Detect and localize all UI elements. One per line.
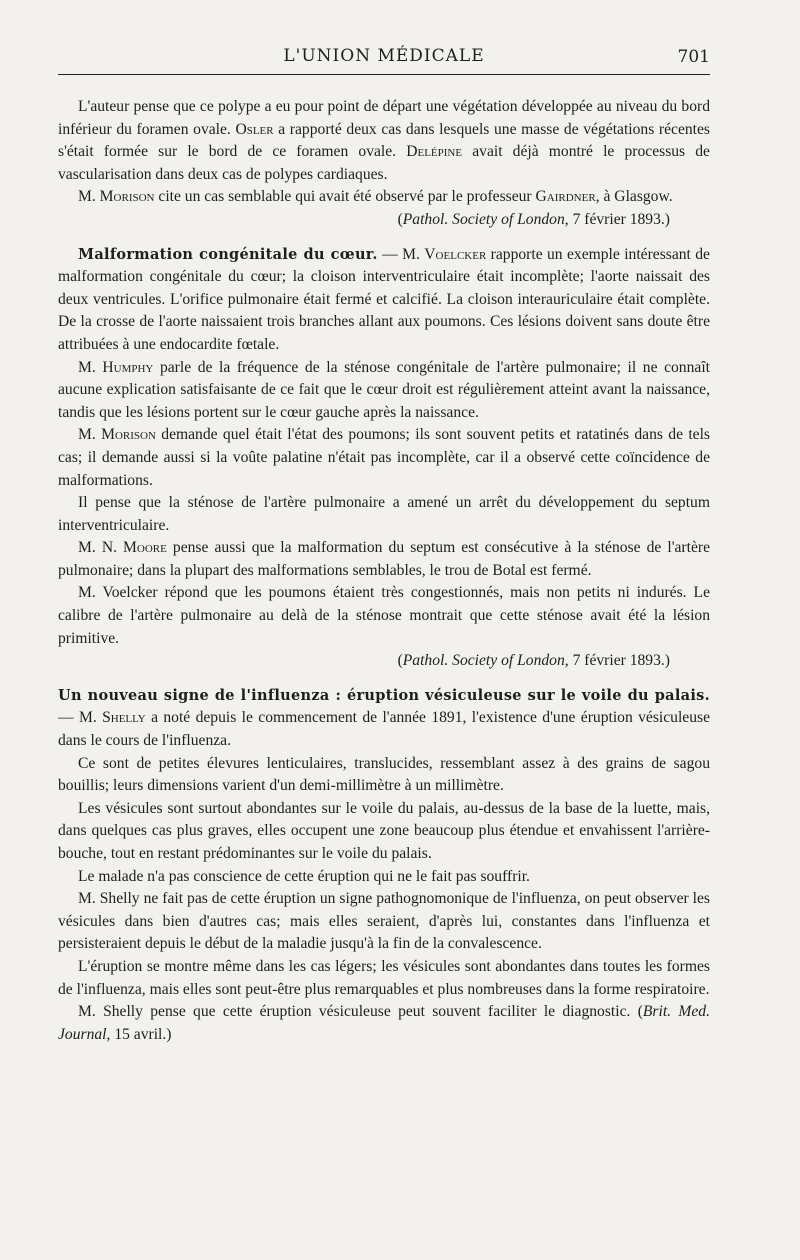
paragraph — [58, 186, 710, 209]
text-run: ( — [397, 210, 403, 228]
author-name: Osler — [235, 120, 274, 138]
section-heading: Un nouveau signe de l'influenza : éruption vésiculeuse sur le voile du palais. — [58, 686, 710, 704]
paragraph: Le malade n'a pas conscience de cette éruption qui ne le fait pas souffrir. — [78, 867, 530, 885]
citation — [58, 650, 710, 673]
header-rule — [58, 74, 710, 75]
paragraph: Il pense que la sténose de l'artère pulmonaire a amené un arrêt du développement du septum interventriculaire. — [58, 494, 710, 534]
author-name: Voelcker — [424, 245, 487, 263]
text-run: parle de la fréquence de la sténose congénitale de l'artère pulmonaire; il ne connaît aucune explication satisfaisante de ce fait que le cœur droit est régulièrement atteint avant la naissance, tandis que les lésions portent sur le cœur gauche après la naissance. — [58, 358, 710, 421]
running-title: L'UNION MÉDICALE — [283, 46, 485, 66]
text-run: ( — [637, 1003, 643, 1021]
text-run: rapporte un exemple intéressant de malformation congénitale du cœur; la cloison interventriculaire était incomplète; l'aorte naissait des deux ventricules. L'orifice pulmonaire était fermé et calcifié. La cloison interauriculaire était complète. De la crosse de l'aorte naissaient trois branches allant aux poumons. Ces lésions doivent sans doute être attribuées à une endocardite fœtale. — [58, 245, 710, 353]
paragraph: Ce sont de petites élevures lenticulaires, translucides, ressemblant assez à des grains de sagou bouillis; leurs dimensions varient d'un demi-millimètre à un millimètre. — [58, 754, 710, 795]
citation-journal: Pathol. Society of London — [402, 652, 565, 670]
paragraph — [58, 685, 710, 753]
citation-date: , 7 février 1893.) — [564, 210, 670, 228]
section-gap — [58, 232, 710, 244]
citation-date: , 15 avril.) — [106, 1025, 172, 1043]
text-run: avait déjà montré le processus de vascularisation dans deux cas de polypes cardiaques. — [58, 143, 710, 183]
author-name: Humphy — [102, 358, 154, 376]
paragraph: M. Shelly ne fait pas de cette éruption un signe pathognomonique de l'influenza, on peut observer les vésicules dans bien d'autres cas; mais elles seraient, d'après lui, constantes dans l'influenza et persisteraient depuis le début de la maladie jusqu'à la fin de la convalescence. — [58, 890, 710, 953]
page-header — [58, 0, 710, 70]
paragraph — [58, 1001, 710, 1046]
paragraph — [58, 244, 710, 357]
author-name: Moore — [123, 539, 167, 557]
text-run: — M. — [58, 709, 103, 727]
author-name: Morison — [99, 188, 155, 206]
paragraph: Les vésicules sont surtout abondantes sur le voile du palais, au-dessus de la base de la luette, mais, dans quelques cas plus graves, elles occupent une zone beaucoup plus étendue et envahissent l'arrière-bouche, tout en restant prédominantes sur le voile du palais. — [58, 799, 710, 862]
author-name: Delépine — [406, 143, 463, 161]
text-run: — M. — [377, 245, 425, 263]
page-number: 701 — [677, 47, 710, 67]
text-run: M. — [78, 426, 102, 444]
paragraph — [58, 96, 710, 186]
section-heading: Malformation congénitale du cœur. — [78, 245, 378, 263]
text-run: M. Shelly pense que cette éruption vésiculeuse peut souvent faciliter le diagnostic. — [78, 1003, 631, 1021]
citation-journal: Pathol. Society of London — [402, 210, 565, 228]
author-name: Shelly — [102, 709, 146, 727]
section-gap — [58, 673, 710, 685]
author-name: Morison — [101, 426, 156, 444]
paragraph — [58, 357, 710, 425]
paragraph — [58, 424, 710, 492]
citation-journal: Brit. Med. Journal — [58, 1003, 710, 1043]
citation — [58, 209, 710, 232]
text-run: L'auteur pense que ce polype a eu pour point de départ une végétation développée au niveau du bord inférieur du foramen ovale. — [58, 98, 710, 138]
text-run: demande quel était l'état des poumons; ils sont souvent petits et ratatinés dans de tels cas; il demande aussi si la voûte palatine n'était pas incomplète, car il a observé cette coïncidence de malformations. — [58, 426, 710, 489]
paragraph — [58, 537, 710, 582]
text-run: , à Glasgow. — [595, 188, 673, 206]
article-body — [58, 96, 710, 1046]
text-run: a noté depuis le commencement de l'année 1891, l'existence d'une éruption vésiculeuse dans le cours de l'influenza. — [58, 709, 710, 750]
text-run: a rapporté deux cas dans lesquels une masse de végétations récentes s'était formée sur le bord de ce foramen ovale. — [58, 120, 710, 161]
text-run: cite un cas semblable qui avait été observé par le professeur — [154, 188, 536, 206]
paragraph: L'éruption se montre même dans les cas légers; les vésicules sont abondantes dans toutes les formes de l'influenza, mais elles sont peut-être plus remarquables et plus nombreuses dans la forme respiratoire. — [58, 957, 710, 998]
text-run: pense aussi que la malformation du septum est consécutive à la sténose de l'artère pulmonaire; dans la plupart des malformations semblables, le trou de Botal est fermé. — [58, 539, 710, 579]
text-run: M. — [78, 188, 100, 206]
author-name: Gairdner — [535, 188, 596, 206]
text-run: M. — [78, 358, 103, 376]
paragraph: M. Voelcker répond que les poumons étaient très congestionnés, mais non petits ni indurés. Le calibre de l'artère pulmonaire au delà de la sténose montrait que cette sténose avait été la lésion primitive. — [58, 584, 710, 647]
citation-date: , 7 février 1893.) — [564, 652, 670, 670]
text-run: ( — [397, 652, 403, 670]
text-run: M. N. — [78, 539, 124, 557]
